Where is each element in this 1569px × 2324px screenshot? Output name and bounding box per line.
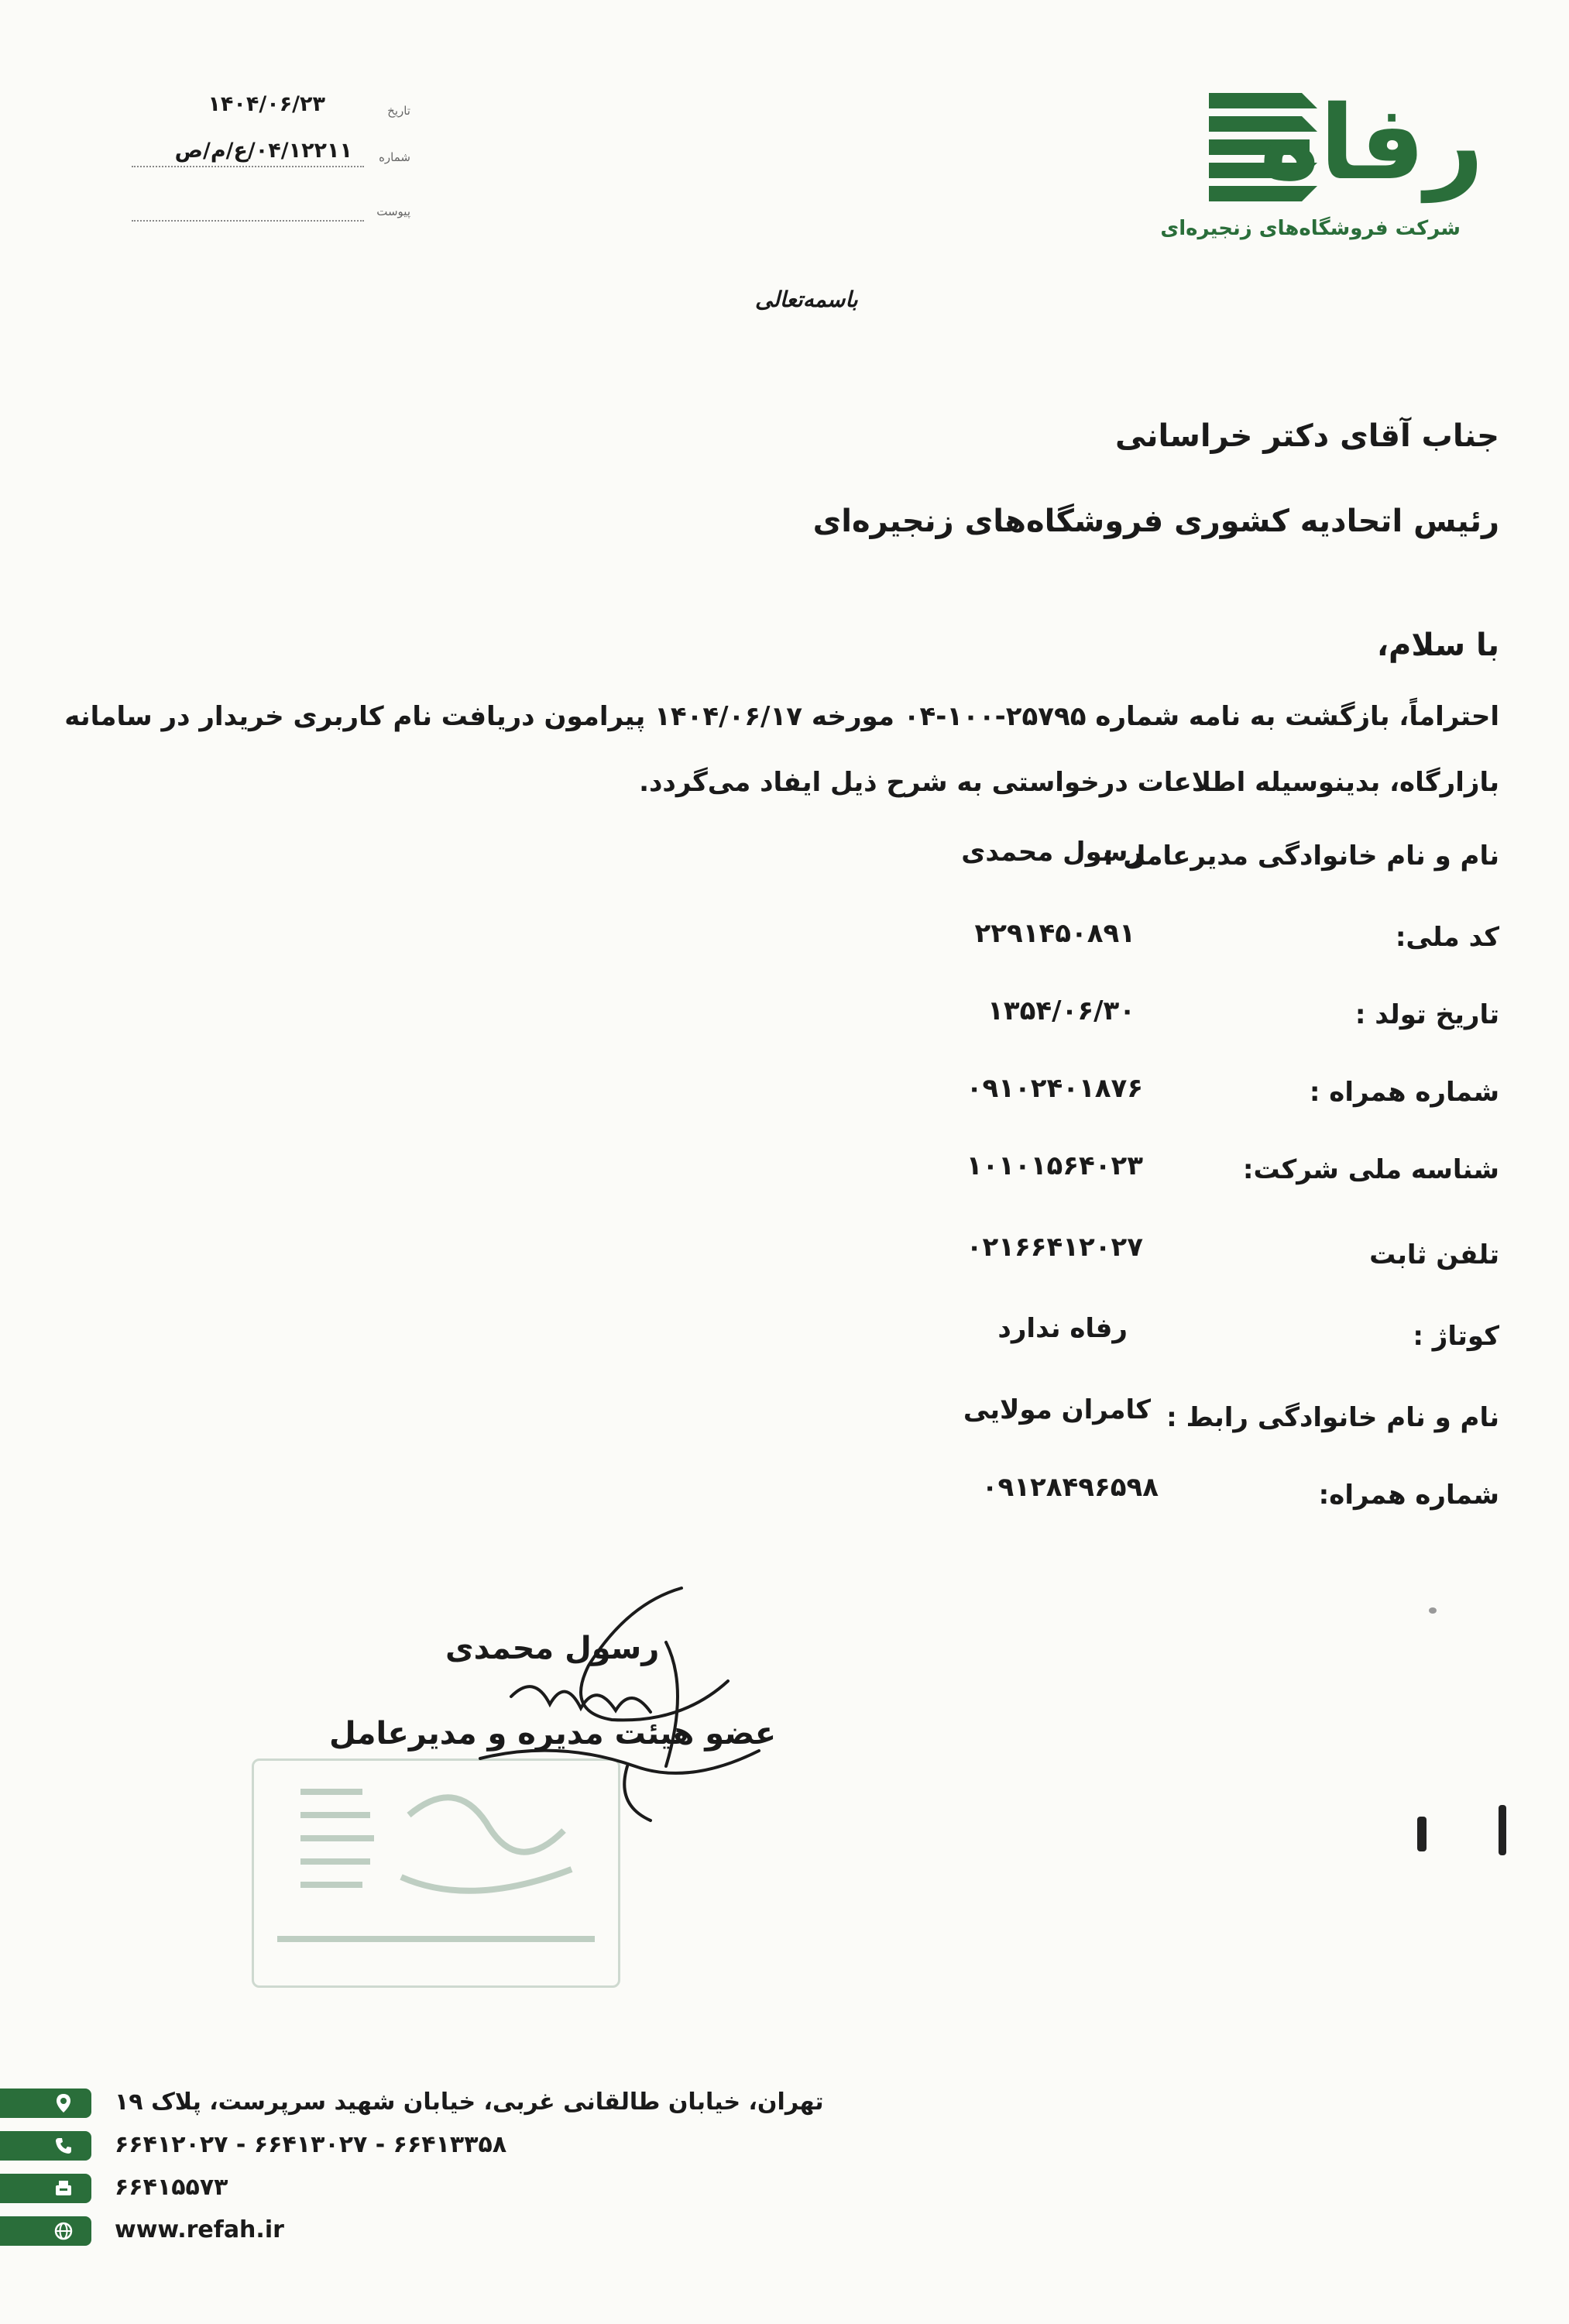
attachment-row [132,186,410,225]
field-label-liaison-name: نام و نام خانوادگی رابط : [1166,1402,1499,1433]
field-value-liaison-mobile: ۰۹۱۲۸۴۹۶۵۹۸ [981,1472,1159,1503]
addressee: جناب آقای دکتر خراسانی [1115,418,1499,454]
field-value-landline: ۰۲۱۶۶۴۱۲۰۲۷ [966,1232,1143,1263]
footer-fax: ۶۶۴۱۵۵۷۳ [115,2174,228,2201]
footer-fax-row [0,2169,697,2208]
attachment-line [132,220,364,222]
location-pill [0,2089,91,2118]
signatory-name: رسول محمدی [445,1631,660,1666]
number-row [132,132,410,170]
website-pill [0,2216,91,2246]
footer-phones: ۶۶۴۱۲۰۲۷ - ۶۶۴۱۳۰۲۷ - ۶۶۴۱۳۳۵۸ [115,2131,507,2158]
footer-website-row [0,2212,697,2250]
footer-address: تهران، خیابان طالقانی غربی، خیابان شهید سرپرست، پلاک ۱۹ [115,2089,824,2116]
field-label-company-id: شناسه ملی شرکت: [1242,1154,1499,1185]
date-row [132,85,410,124]
phone-icon [53,2135,74,2157]
field-value-ceo-name: رسول محمدی [961,837,1143,868]
field-value-national-code: ۲۲۹۱۴۵۰۸۹۱ [974,918,1135,949]
scan-mark [1417,1817,1427,1851]
body-line-1: احتراماً، بازگشت به نامه شماره ۲۵۷۹۵-۱۰۰-۰۴ مورخه ۱۴۰۴/۰۶/۱۷ پیرامون دریافت نام کاربری خریدار در سامانه [64,701,1499,732]
logo-brand: رفاه [1259,84,1484,203]
footer-address-row [0,2084,824,2123]
invocation: باسمه‌تعالی [755,287,858,312]
fax-pill [0,2174,91,2203]
field-value-mobile: ۰۹۱۰۲۴۰۱۸۷۶ [966,1073,1143,1104]
footer-phone-row [0,2126,697,2165]
letter-meta [132,85,410,240]
addressee-organization: رئیس اتحادیه کشوری فروشگاه‌های زنجیره‌ای [812,504,1499,539]
field-label-ceo-name: نام و نام خانوادگی مدیرعامل : [1103,841,1499,871]
signatory-title: عضو هیئت مدیره و مدیرعامل [329,1716,777,1752]
field-value-company-id: ۱۰۱۰۱۵۶۴۰۲۳ [966,1150,1143,1181]
date-label: تاریخ [387,104,410,118]
field-label-birth-date: تاریخ تولد : [1354,999,1499,1030]
field-label-liaison-mobile: شماره همراه: [1318,1480,1499,1511]
phone-pill [0,2131,91,2161]
scan-speck [1429,1607,1437,1614]
company-logo [1160,77,1484,248]
field-label-cottage: کوتاژ : [1413,1321,1499,1352]
scan-mark [1499,1805,1506,1855]
number-value: ۰۴/۱۲۲۱۱/ع/م/ص [174,139,352,163]
fax-icon [53,2178,74,2199]
field-value-birth-date: ۱۳۵۴/۰۶/۳۰ [987,995,1135,1026]
greeting: با سلام، [1376,627,1499,663]
field-label-mobile: شماره همراه : [1309,1077,1499,1108]
location-icon [53,2092,74,2114]
field-value-liaison-name: کامران مولایی [963,1394,1151,1425]
attachment-label: پیوست [376,205,410,218]
body-line-2: بازارگاه، بدینوسیله اطلاعات درخواستی به شرح ذیل ایفاد می‌گردد. [639,767,1499,798]
number-label: شماره [379,150,410,164]
field-label-national-code: کد ملی: [1395,922,1499,953]
field-label-landline: تلفن ثابت [1369,1239,1499,1270]
field-value-cottage: رفاه ندارد [997,1313,1128,1344]
globe-icon [53,2220,74,2242]
footer-website[interactable]: www.refah.ir [115,2216,284,2243]
number-line [132,166,364,167]
date-value: ۱۴۰۴/۰۶/۲۳ [208,92,325,116]
logo-tagline: شرکت فروشگاه‌های زنجیره‌ای [1160,217,1461,240]
handwritten-signature [434,1573,821,1828]
